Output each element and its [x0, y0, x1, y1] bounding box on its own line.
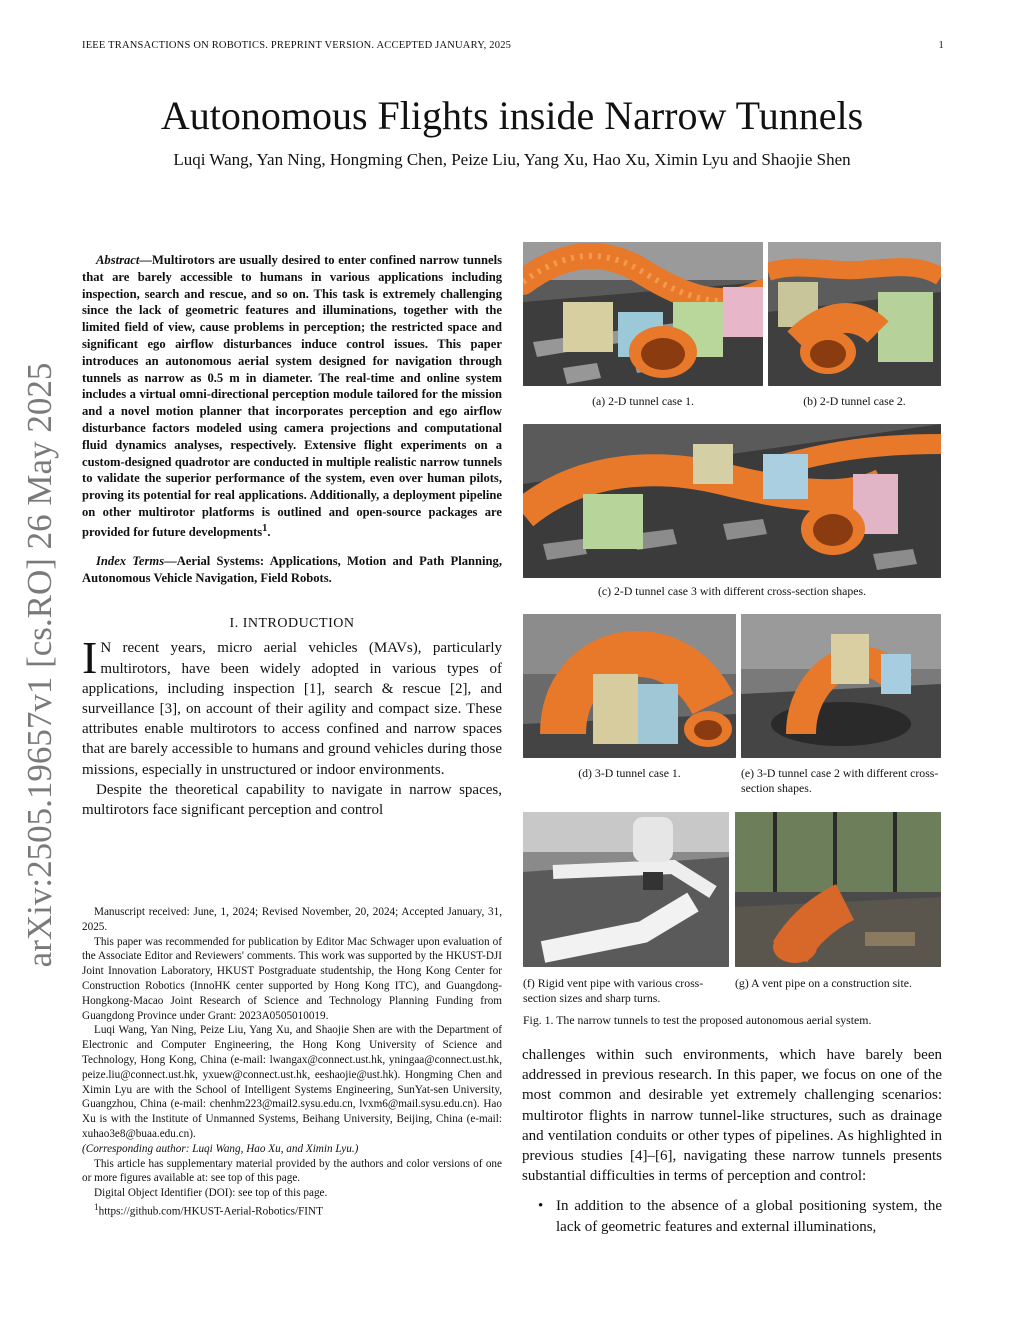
- list-item: • In addition to the absence of a global positioning system, the lack of geometric features and external illuminations,: [522, 1196, 942, 1236]
- running-header: [82, 40, 944, 51]
- footnote-url-text: https://github.com/HKUST-Aerial-Robotics/FINT: [98, 1205, 323, 1218]
- photo-rigid-vent-pipe: [523, 812, 729, 967]
- arxiv-identifier: [10, 362, 70, 968]
- caption-d: (d) 3-D tunnel case 1.: [578, 766, 681, 780]
- figure-photo-c: [523, 424, 941, 578]
- abstract-footnote-mark: 1: [262, 522, 268, 534]
- footnote-url-mark: 1: [94, 1202, 99, 1213]
- abstract-end: .: [267, 524, 271, 539]
- footnotes: [82, 905, 502, 1219]
- index-terms: [82, 553, 502, 587]
- footnote-affiliations: [82, 1023, 502, 1156]
- page-number: 1: [938, 40, 944, 51]
- footnote-recommended: This paper was recommended for publication by Editor Mac Schwager upon evaluation of the Associate Editor and Reviewers' comments. This work was supported by the HKUST-DJI Joint Innovation Laboratory, HKUST Postgraduate studentship, the Hong Kong Center for Construction Robotics (InnoHK center supported by Hong Kong ITC), and Guangdong-Hongkong-Macao Joint Research of Science and Technology Planning Funding from Guangdong Province under Grant: 2023A0505010019.: [82, 935, 502, 1022]
- index-terms-text: —Aerial Systems: Applications, Motion and Path Planning, Autonomous Vehicle Navigation, Field Robots.: [82, 553, 503, 585]
- footnote-doi: Digital Object Identifier (DOI): see top of this page.: [94, 1187, 328, 1200]
- dropcap-letter: I: [82, 632, 98, 684]
- footnote-received: Manuscript received: June, 1, 2024; Revised November, 20, 2024; Accepted January, 31, 2025.: [82, 906, 502, 933]
- figure-photo-d: [523, 614, 736, 758]
- figure-photo-b: [768, 242, 941, 386]
- abstract: [82, 252, 502, 541]
- footnote-url: [82, 1201, 502, 1220]
- footnote-corresponding: (Corresponding author: Luqi Wang, Hao Xu, and Ximin Lyu.): [82, 1142, 359, 1155]
- right-column-text: [522, 1045, 942, 1237]
- challenge-list: [522, 1196, 942, 1236]
- caption-a: (a) 2-D tunnel case 1.: [592, 394, 694, 408]
- photo-3d-tunnel-case-2: [741, 614, 941, 758]
- figure-photo-g: [735, 812, 941, 967]
- section-heading-introduction: I. INTRODUCTION: [229, 616, 355, 632]
- index-terms-lead: Index Terms: [96, 553, 165, 568]
- caption-e: (e) 3-D tunnel case 2 with different cross-section shapes.: [741, 766, 939, 795]
- intro-paragraph-2-continued: challenges within such environments, which have barely been addressed in previous research. In this paper, we focus on one of the most common and desirable yet extremely challenging scenarios: multirotor flights in narrow tunnel-like structures, such as drainage and ventilation conduits or other types of pipelines. As highlighted in previous studies [4]–[6], navigating these narrow tunnels presents substantial difficulties in terms of perception and control:: [522, 1047, 942, 1185]
- intro-paragraph-1: [82, 632, 502, 779]
- caption-c: (c) 2-D tunnel case 3 with different cross-section shapes.: [597, 584, 867, 598]
- figure-photo-f: [523, 812, 729, 967]
- arxiv-identifier-text: arXiv:2505.19657v1 [cs.RO] 26 May 2025: [20, 362, 59, 968]
- photo-construction-site-vent-pipe: [735, 812, 941, 967]
- photo-3d-tunnel-case-1: [523, 614, 736, 758]
- abstract-text: —Multirotors are usually desired to enter confined narrow tunnels that are barely accessible to humans in various applications including inspection, search and rescue, and so on. This task is extremely challenging since the lack of geometric features and illuminations, together with the limited field of view, cause problems in perception; the restricted space and significant ego airflow disturbances induce control issues. This paper introduces an autonomous aerial system designed for navigation through tunnels as narrow as 0.5 m in diameter. The real-time and online system includes a virtual omni-directional perception module tailored for the mission and a novel motion planner that incorporates perception and ego airflow disturbance factors modeled using camera projections and computational fluid dynamics analyses, respectively. Extensive flight experiments on a custom-designed quadrotor are conducted in multiple realistic narrow tunnels to validate the superior performance of the system, even over human pilots, proving its potential for real applications. Additionally, a deployment pipeline on other multirotor platforms is outlined and open-source packages are provided for future developments: [82, 253, 502, 539]
- photo-2d-tunnel-case-2: [768, 242, 941, 386]
- photo-2d-tunnel-case-1: [523, 242, 763, 386]
- photo-2d-tunnel-case-3: [523, 424, 941, 578]
- figure-photo-e: [741, 614, 941, 758]
- figure-photo-a: [523, 242, 763, 386]
- journal-name: IEEE TRANSACTIONS ON ROBOTICS. PREPRINT VERSION. ACCEPTED JANUARY, 2025: [82, 40, 512, 51]
- caption-f: (f) Rigid vent pipe with various cross-section sizes and sharp turns.: [523, 976, 704, 1005]
- footnote-affiliations-text: Luqi Wang, Yan Ning, Peize Liu, Yang Xu, and Shaojie Shen are with the Department of Electronic and Computer Engineering, the Hong Kong University of Science and Technology, Hong Kong, China (e-mail: lwangax@connect.ust.hk, yningaa@connect.ust.hk, peize.liu@connect.ust.hk, yxuew@connect.ust.hk, eeshaojie@ust.hk). Hongming Chen and Ximin Lyu are with the School of Intelligent Systems Engineering, SunYat-sen University, Guangzhou, China (e-mail: chenhm223@mail2.sysu.edu.cn, lvxm6@mail.sysu.edu.cn). Hao Xu is with the Institute of Unmanned Systems, Beihang University, Beijing, China (e-mail: xuhao3e8@buaa.edu.cn).: [82, 1024, 502, 1140]
- intro-paragraph-2: Despite the theoretical capability to navigate in narrow spaces, multirotors face significant perception and control: [82, 781, 502, 818]
- abstract-lead: Abstract: [96, 253, 140, 267]
- paper-title: Autonomous Flights inside Narrow Tunnels: [160, 93, 864, 138]
- caption-b: (b) 2-D tunnel case 2.: [803, 394, 906, 408]
- figure-1-caption: Fig. 1. The narrow tunnels to test the proposed autonomous aerial system.: [523, 1013, 872, 1027]
- author-list: Luqi Wang, Yan Ning, Hongming Chen, Peize Liu, Yang Xu, Hao Xu, Ximin Lyu and Shaojie Shen: [173, 150, 851, 169]
- left-column: [82, 252, 502, 820]
- caption-g: (g) A vent pipe on a construction site.: [735, 976, 912, 990]
- footnote-supplementary: This article has supplementary material provided by the authors and color versions of one or more figures available at: see top of this page.: [82, 1157, 502, 1185]
- intro-paragraph-1-text: N recent years, micro aerial vehicles (MAVs), particularly multirotors, have been widely adopted in various types of applications, including inspection [1], search & rescue [2], and surveillance [3], on account of their agility and compact size. These attributes enable multirotors to access confined and narrow spaces that are barely accessible to humans and ground vehicles during those missions, especially in unstructured or indoor environments.: [82, 640, 502, 778]
